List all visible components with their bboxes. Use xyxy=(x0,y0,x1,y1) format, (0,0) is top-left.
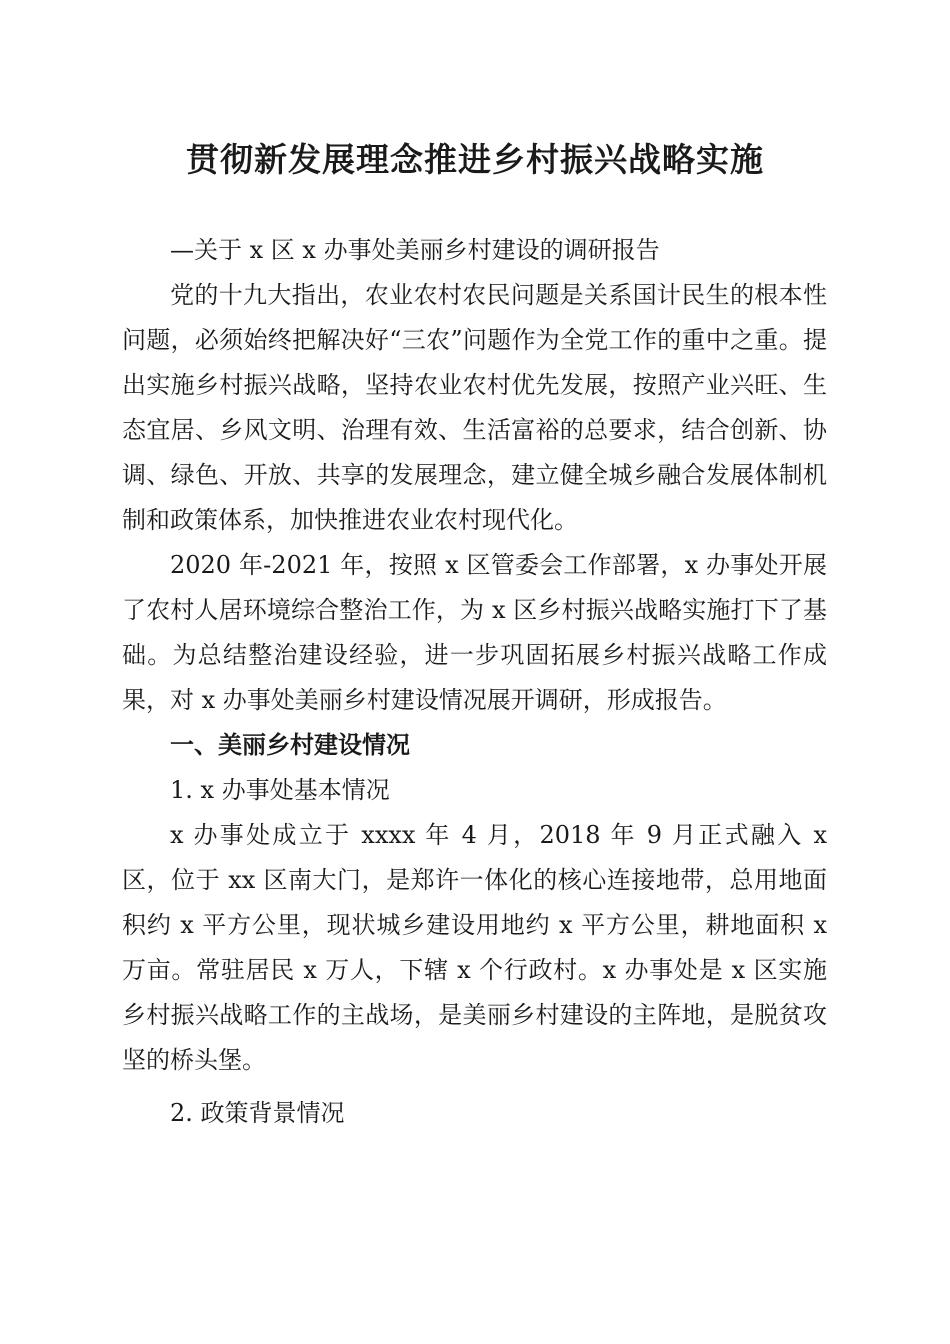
background-paragraph: 2020 年-2021 年，按照 x 区管委会工作部署，x 办事处开展了农村人居环境综合整治工作，为 x 区乡村振兴战略实施打下了基础。为总结整治建设经验，进一步巩固拓展乡村振兴战略工作成果，对 x 办事处美丽乡村建设情况展开调研，形成报告。 xyxy=(122,551,827,714)
intro-paragraph: 党的十九大指出，农业农村农民问题是关系国计民生的根本性问题，必须始终把解决好“三农”问题作为全党工作的重中之重。提出实施乡村振兴战略，坚持农业农村优先发展，按照产业兴旺、生态宜居、乡风文明、治理有效、生活富裕的总要求，结合创新、协调、绿色、开放、共享的发展理念，建立健全城乡融合发展体制机制和政策体系，加快推进农业农村现代化。 xyxy=(122,281,827,534)
section-heading-1: 一、美丽乡村建设情况 xyxy=(170,731,410,759)
subsection-heading-2: 2. 政策背景情况 xyxy=(170,1099,345,1127)
document-title: 贯彻新发展理念推进乡村振兴战略实施 xyxy=(186,140,764,179)
subsection-body-1: x 办事处成立于 xxxx 年 4 月，2018 年 9 月正式融入 x 区，位于 xx 区南大门，是郑许一体化的核心连接地带，总用地面积约 x 平方公里，现状城乡建设用地约 x 平方公里，耕地面积 x 万亩。常驻居民 x 万人，下辖 x 个行政村。x 办事处是 x 区实施乡村振兴战略工作的主战场，是美丽乡村建设的主阵地，是脱贫攻坚的桥头堡。 xyxy=(122,821,827,1074)
document-body xyxy=(122,228,827,1136)
document-subtitle: —关于 x 区 x 办事处美丽乡村建设的调研报告 xyxy=(170,236,660,264)
subsection-heading-1: 1. x 办事处基本情况 xyxy=(170,776,390,804)
